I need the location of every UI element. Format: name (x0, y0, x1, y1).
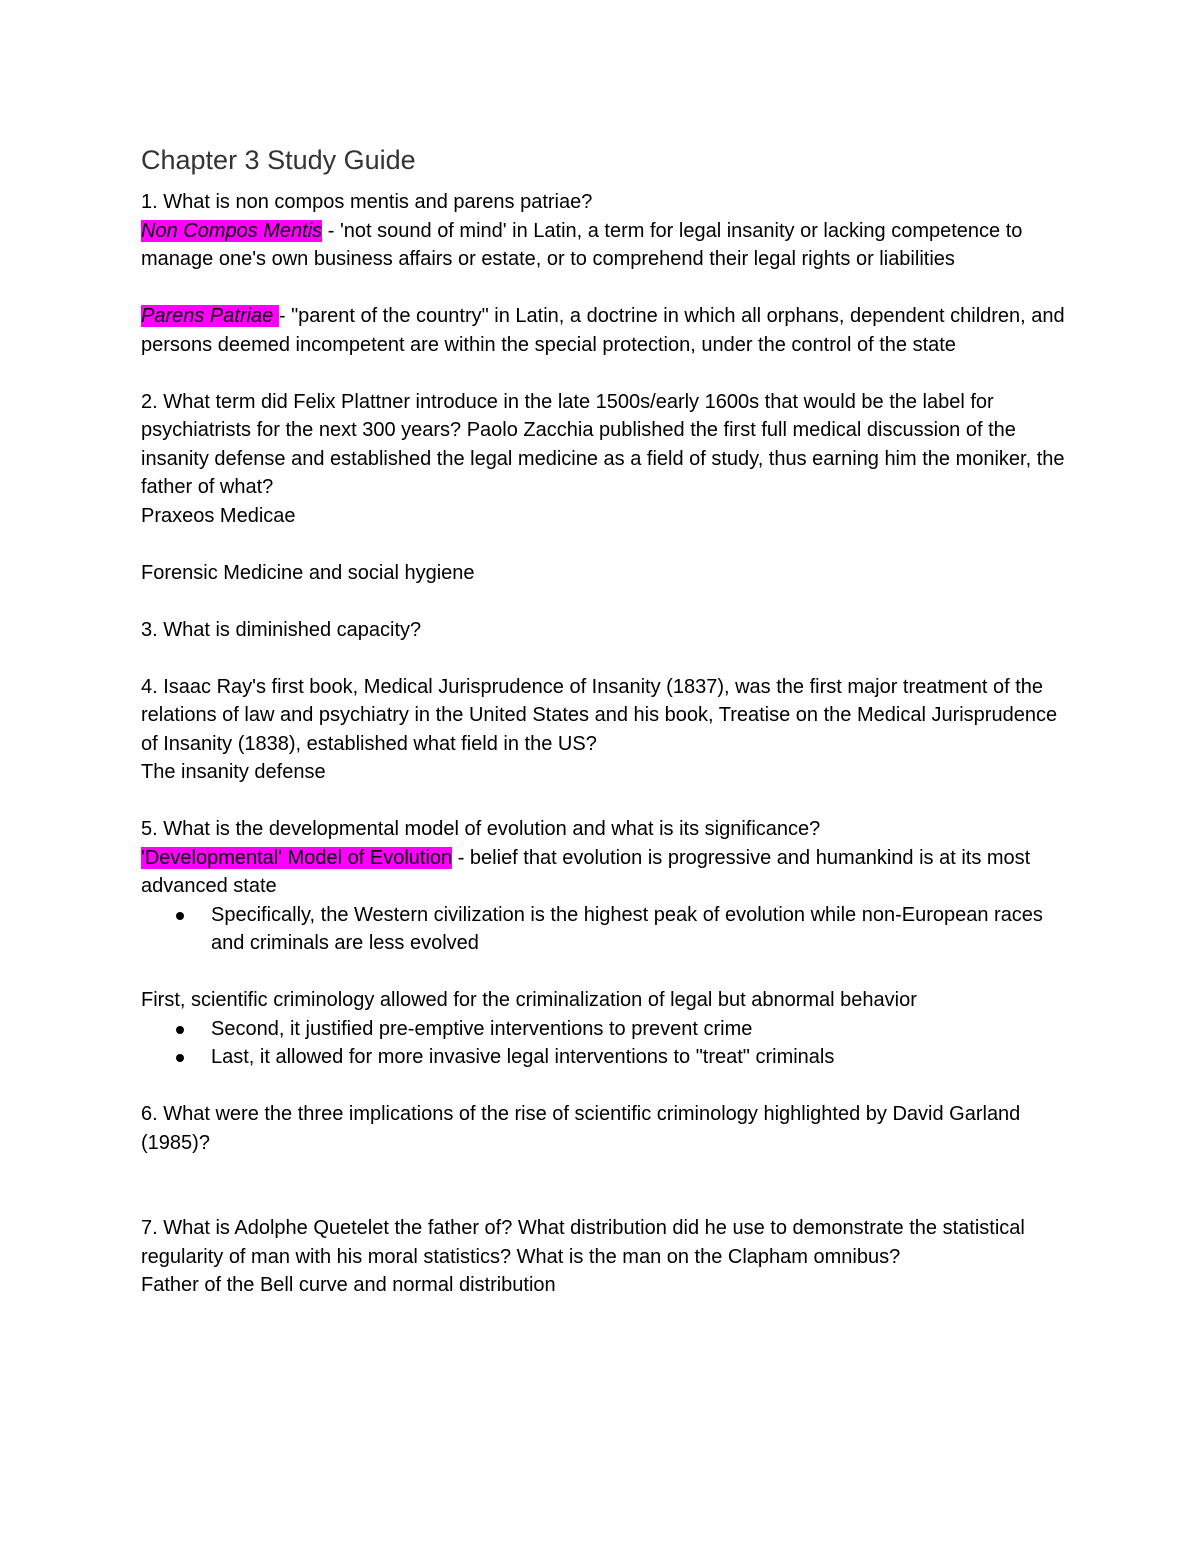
answer-5-line: First, scientific criminology allowed for the criminalization of legal but abnormal behavior (141, 989, 917, 1011)
question-7: 7. What is Adolphe Quetelet the father of? What distribution did he use to demonstrate the statistical regularity of man with his moral statistics? What is the man on the Clapham omnibus? (141, 1217, 1025, 1268)
question-5: 5. What is the developmental model of evolution and what is its significance? (141, 818, 821, 840)
bullet-list (141, 1015, 1071, 1072)
question-1: 1. What is non compos mentis and parens patriae? (141, 191, 593, 213)
definition-text: - "parent of the country" in Latin, a doctrine in which all orphans, dependent children, and persons deemed incompetent are within the special protection, under the control of the state (141, 305, 1065, 356)
list-item: Last, it allowed for more invasive legal interventions to "treat" criminals (211, 1043, 1071, 1072)
answer-1b (141, 302, 1071, 359)
answer-2a: Praxeos Medicae (141, 504, 296, 527)
highlight-term: Non Compos Mentis (141, 219, 323, 242)
question-2: 2. What term did Felix Plattner introduce in the late 1500s/early 1600s that would be the label for psychiatrists for the next 300 years? Paolo Zacchia published the first full medical discussion of the insanity defense and established the legal medicine as a field of study, thus earning him the moniker, the father of what? (141, 390, 1065, 498)
answer-7: Father of the Bell curve and normal distribution (141, 1274, 556, 1296)
list-item: Second, it justified pre-emptive interventions to prevent crime (211, 1015, 1071, 1044)
list-item: Specifically, the Western civilization is the highest peak of evolution while non-European races and criminals are less evolved (211, 901, 1071, 958)
question-6: 6. What were the three implications of the rise of scientific criminology highlighted by David Garland (1985)? (141, 1103, 1021, 1154)
bullet-icon (176, 1026, 184, 1034)
answer-5 (141, 844, 1071, 901)
question-4: 4. Isaac Ray's first book, Medical Jurisprudence of Insanity (1837), was the first major treatment of the relations of law and psychiatry in the United States and his book, Treatise on the Medical Jurisprudence of Insanity (1838), established what field in the US? (141, 675, 1058, 755)
page-title: Chapter 3 Study Guide (141, 145, 416, 175)
question-3: 3. What is diminished capacity? (141, 618, 422, 641)
bullet-list (141, 901, 1071, 958)
definition-text: - belief that evolution is progressive and humankind is at its most advanced state (141, 846, 1031, 897)
answer-2b: Forensic Medicine and social hygiene (141, 561, 475, 584)
highlight-term: Parens Patriae (141, 305, 279, 327)
answer-1a (141, 217, 1071, 274)
bullet-icon (176, 912, 184, 920)
highlight-term: 'Developmental' Model of Evolution (141, 846, 453, 869)
bullet-icon (176, 1054, 184, 1062)
answer-4: The insanity defense (141, 761, 326, 783)
definition-text: - 'not sound of mind' in Latin, a term for legal insanity or lacking competence to manage one's own business affairs or estate, or to comprehend their legal rights or liabilities (141, 219, 1023, 270)
document-page (141, 140, 1071, 1300)
